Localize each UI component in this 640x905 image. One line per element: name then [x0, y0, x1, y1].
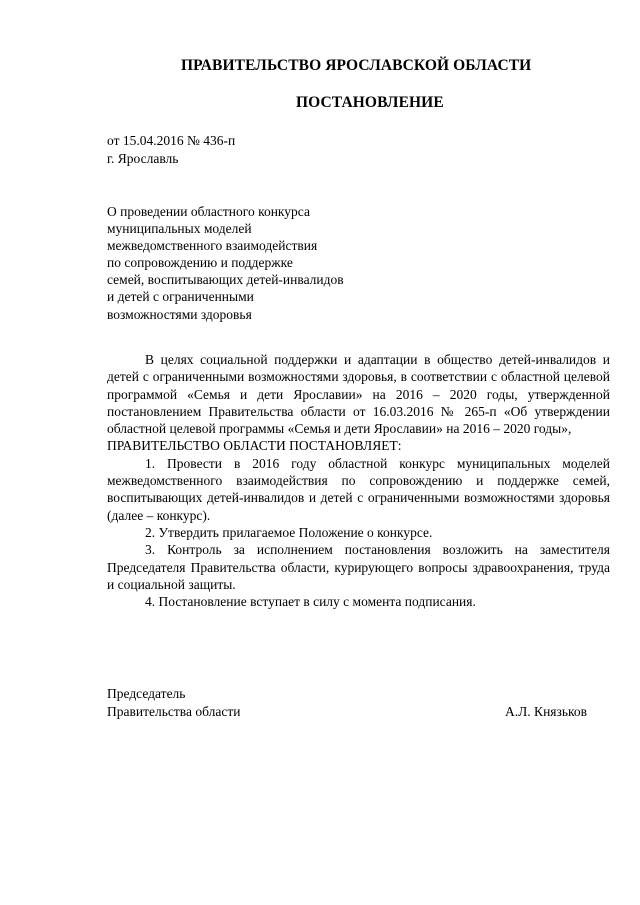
- preamble-paragraph: В целях социальной поддержки и адаптации в общество детей-инвалидов и детей с ограниченными возможностями здоровья, в соответствии с областной целевой программой «Семья и дети Ярославии» на 2016 – 2020 годы, утвержденной постановлением Правительства области от 16.03.2016 № 265-п «Об утверждении областной целевой программы «Семья и дети Ярославии» на 2016 – 2020 годы»,: [107, 352, 610, 437]
- resolution-item: 4. Постановление вступает в силу с момента подписания.: [145, 594, 476, 610]
- resolution-item: 1. Провести в 2016 году областной конкурс муниципальных моделей межведомственного взаимодействия по сопровождению и поддержке семей, воспитывающих детей-инвалидов и детей с ограниченными возможностями здоровья (далее – конкурс).: [107, 455, 610, 523]
- resolution-item: 2. Утвердить прилагаемое Положение о конкурсе.: [145, 524, 433, 540]
- resolution-item: 3. Контроль за исполнением постановления возложить на заместителя Председателя Правительства области, курирующего вопросы здравоохранения, труда и социальной защиты.: [107, 542, 610, 592]
- signatory-title-line1: Председатель: [107, 686, 186, 701]
- place-line: г. Ярославль: [107, 151, 179, 166]
- subject-line: семей, воспитывающих детей-инвалидов: [107, 272, 344, 288]
- signatory-title-line2: Правительства области: [107, 703, 241, 719]
- body-text: [107, 351, 610, 610]
- subject-line: и детей с ограниченными: [107, 289, 254, 305]
- resolves-line: ПРАВИТЕЛЬСТВО ОБЛАСТИ ПОСТАНОВЛЯЕТ:: [107, 438, 402, 454]
- document-type-title: ПОСТАНОВЛЕНИЕ: [296, 94, 444, 111]
- subject-line: межведомственного взаимодействия: [107, 238, 318, 254]
- subject-line: О проведении областного конкурса: [107, 204, 310, 219]
- date-number-line: от 15.04.2016 № 436-п: [107, 133, 236, 148]
- signature-block: [107, 685, 587, 720]
- signatory-name: А.Л. Князьков: [505, 703, 587, 719]
- subject-line: по сопровождению и поддержке: [107, 255, 293, 271]
- subject-block: [107, 203, 397, 323]
- subject-line: возможностями здоровья: [107, 306, 252, 322]
- authority-title: ПРАВИТЕЛЬСТВО ЯРОСЛАВСКОЙ ОБЛАСТИ: [181, 57, 532, 74]
- subject-line: муниципальных моделей: [107, 221, 252, 237]
